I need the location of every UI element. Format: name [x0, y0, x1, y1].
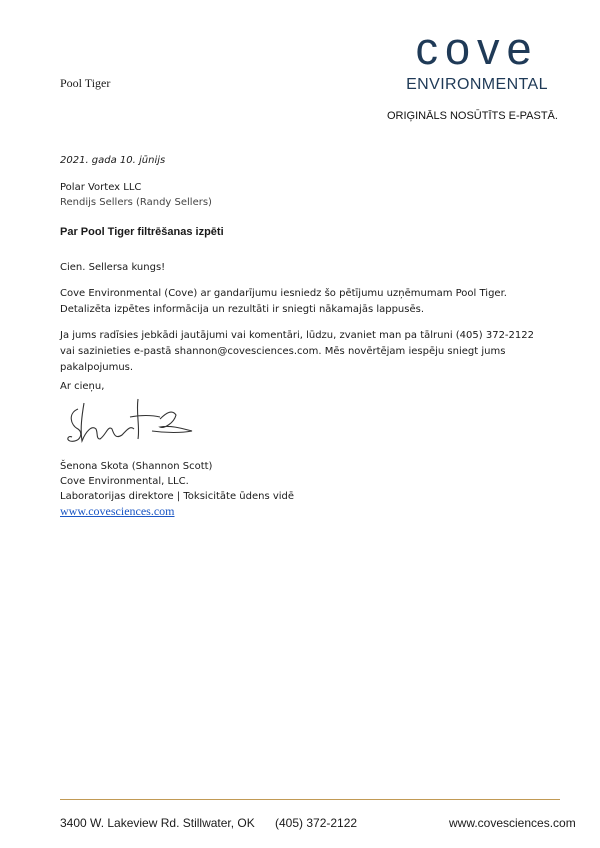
header-company-name: Pool Tiger [60, 76, 111, 90]
footer-divider [60, 799, 560, 800]
recipient-company: Polar Vortex LLC [60, 182, 142, 193]
logo-cove-wordmark: cove [415, 23, 539, 74]
recipient-person: Rendijs Sellers (Randy Sellers) [60, 197, 212, 208]
signature-icon [60, 395, 200, 453]
closing: Ar cieņu, [60, 381, 105, 392]
salutation: Cien. Sellersa kungs! [60, 262, 166, 273]
body-paragraph-1: Cove Environmental (Cove) ar gandarījumu iesniedz šo pētījumu uzņēmumam Pool Tiger. Detalizēta izpētes informācija un rezultāti ir sniegti nākamajās lappusēs. [60, 288, 507, 315]
signer-company: Cove Environmental, LLC. [60, 476, 189, 487]
website-link[interactable]: www.covesciences.com [60, 504, 175, 518]
body-paragraph-2: Ja jums radīsies jebkādi jautājumi vai komentāri, lūdzu, zvaniet man pa tālruni (405) 372-2122 vai sazinieties e-pastā shannon@covesciences.com. Mēs novērtējam iespēju sniegt jums pakalpojumus. [60, 330, 534, 373]
letter-date: 2021. gada 10. jūnijs [60, 155, 166, 166]
logo-environmental-wordmark: ENVIRONMENTAL [406, 76, 548, 93]
footer-address: 3400 W. Lakeview Rd. Stillwater, OK [60, 816, 255, 830]
footer-phone: (405) 372-2122 [275, 816, 358, 830]
footer-website: www.covesciences.com [449, 816, 576, 830]
letter-subject: Par Pool Tiger filtrēšanas izpēti [60, 226, 224, 238]
signer-name: Šenona Skota (Shannon Scott) [60, 461, 213, 472]
signer-title: Laboratorijas direktore | Toksicitāte ūdens vidē [60, 491, 295, 502]
original-sent-email-notice: ORIĢINĀLS NOSŪTĪTS E-PASTĀ. [387, 110, 558, 122]
